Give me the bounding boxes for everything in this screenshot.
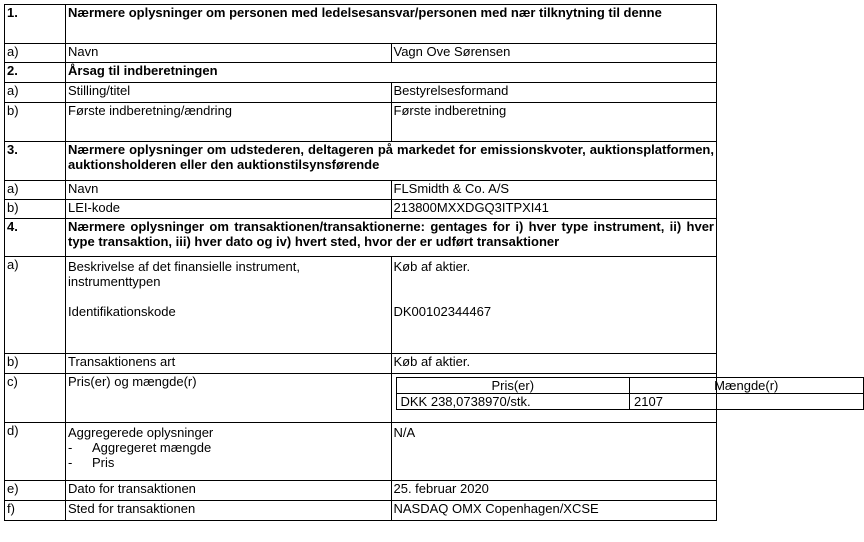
table-row: [5, 423, 717, 481]
bullet-dash: -: [68, 455, 73, 470]
table-row: [5, 83, 717, 103]
table-row: [5, 257, 717, 354]
field-value: [391, 257, 717, 354]
field-value: FLSmidth & Co. A/S: [391, 181, 717, 200]
row-letter: f): [5, 501, 66, 521]
bullet-dash: -: [68, 440, 73, 455]
field-value: NASDAQ OMX Copenhagen/XCSE: [391, 501, 717, 521]
field-label: Første indberetning/ændring: [66, 103, 392, 142]
field-label: Transaktionens art: [66, 354, 392, 374]
instrument-description-label: Beskrivelse af det finansielle instrument, instrumenttypen: [68, 259, 300, 289]
section-number: 2.: [5, 63, 66, 83]
row-letter: a): [5, 257, 66, 354]
aggregated-item: [68, 440, 389, 455]
aggregated-info-label: Aggregerede oplysninger: [68, 425, 214, 440]
quantity-value: 2107: [630, 394, 864, 410]
field-value: Vagn Ove Sørensen: [391, 44, 717, 63]
identification-code-value: DK00102344467: [393, 304, 492, 319]
row-letter: c): [5, 374, 66, 423]
field-value: Køb af aktier.: [391, 354, 717, 374]
row-letter: b): [5, 103, 66, 142]
field-label: Stilling/titel: [66, 83, 392, 103]
table-row: [5, 374, 717, 423]
section-number: 1.: [5, 5, 66, 44]
field-label: Pris(er) og mængde(r): [66, 374, 392, 423]
aggregated-info-value: N/A: [393, 425, 416, 440]
field-value: Bestyrelsesformand: [391, 83, 717, 103]
section-number: 4.: [5, 219, 66, 257]
row-letter: a): [5, 83, 66, 103]
row-letter: b): [5, 200, 66, 219]
table-row: [5, 44, 717, 63]
quantity-header: Mængde(r): [630, 378, 864, 394]
section-4-header-row: [5, 219, 717, 257]
price-quantity-cell: [391, 374, 779, 423]
field-value: 25. februar 2020: [391, 481, 717, 501]
price-quantity-table: [396, 377, 864, 410]
row-letter: a): [5, 44, 66, 63]
table-row: [5, 200, 717, 219]
field-label: [66, 423, 392, 481]
field-label: Navn: [66, 44, 392, 63]
section-title: Nærmere oplysninger om udstederen, deltageren på markedet for emissionskvoter, auktionsplatformen, auktionsholderen eller den auktionstilsynsførende: [66, 142, 717, 181]
field-label: LEI-kode: [66, 200, 392, 219]
field-value: [391, 423, 717, 481]
price-header: Pris(er): [396, 378, 630, 394]
notification-table: [4, 4, 779, 521]
field-label: Dato for transaktionen: [66, 481, 392, 501]
field-label: Sted for transaktionen: [66, 501, 392, 521]
table-row: [5, 501, 717, 521]
field-label: [66, 257, 392, 354]
section-title: Årsag til indberetningen: [66, 63, 717, 83]
row-letter: a): [5, 181, 66, 200]
field-value: Første indberetning: [391, 103, 717, 142]
aggregated-item: [68, 455, 389, 470]
section-title: Nærmere oplysninger om personen med ledelsesansvar/personen med nær tilknytning til denne: [66, 5, 717, 44]
table-row: [5, 354, 717, 374]
section-3-header-row: [5, 142, 717, 181]
aggregated-price-label: Pris: [92, 455, 115, 470]
table-row: [5, 181, 717, 200]
section-2-header-row: [5, 63, 717, 83]
table-row: [5, 103, 717, 142]
price-value: DKK 238,0738970/stk.: [396, 394, 630, 410]
row-letter: e): [5, 481, 66, 501]
section-title: Nærmere oplysninger om transaktionen/transaktionerne: gentages for i) hver type instrument, ii) hver type transaktion, iii) hver dato og iv) hvert sted, hvor der er udført transaktioner: [66, 219, 717, 257]
aggregated-volume-label: Aggregeret mængde: [92, 440, 212, 455]
table-row: [5, 481, 717, 501]
section-number: 3.: [5, 142, 66, 181]
instrument-description-value: Køb af aktier.: [393, 259, 471, 274]
section-1-header-row: [5, 5, 717, 44]
identification-code-label: Identifikationskode: [68, 304, 176, 319]
row-letter: b): [5, 354, 66, 374]
field-value: 213800MXXDGQ3ITPXI41: [391, 200, 717, 219]
row-letter: d): [5, 423, 66, 481]
field-label: Navn: [66, 181, 392, 200]
